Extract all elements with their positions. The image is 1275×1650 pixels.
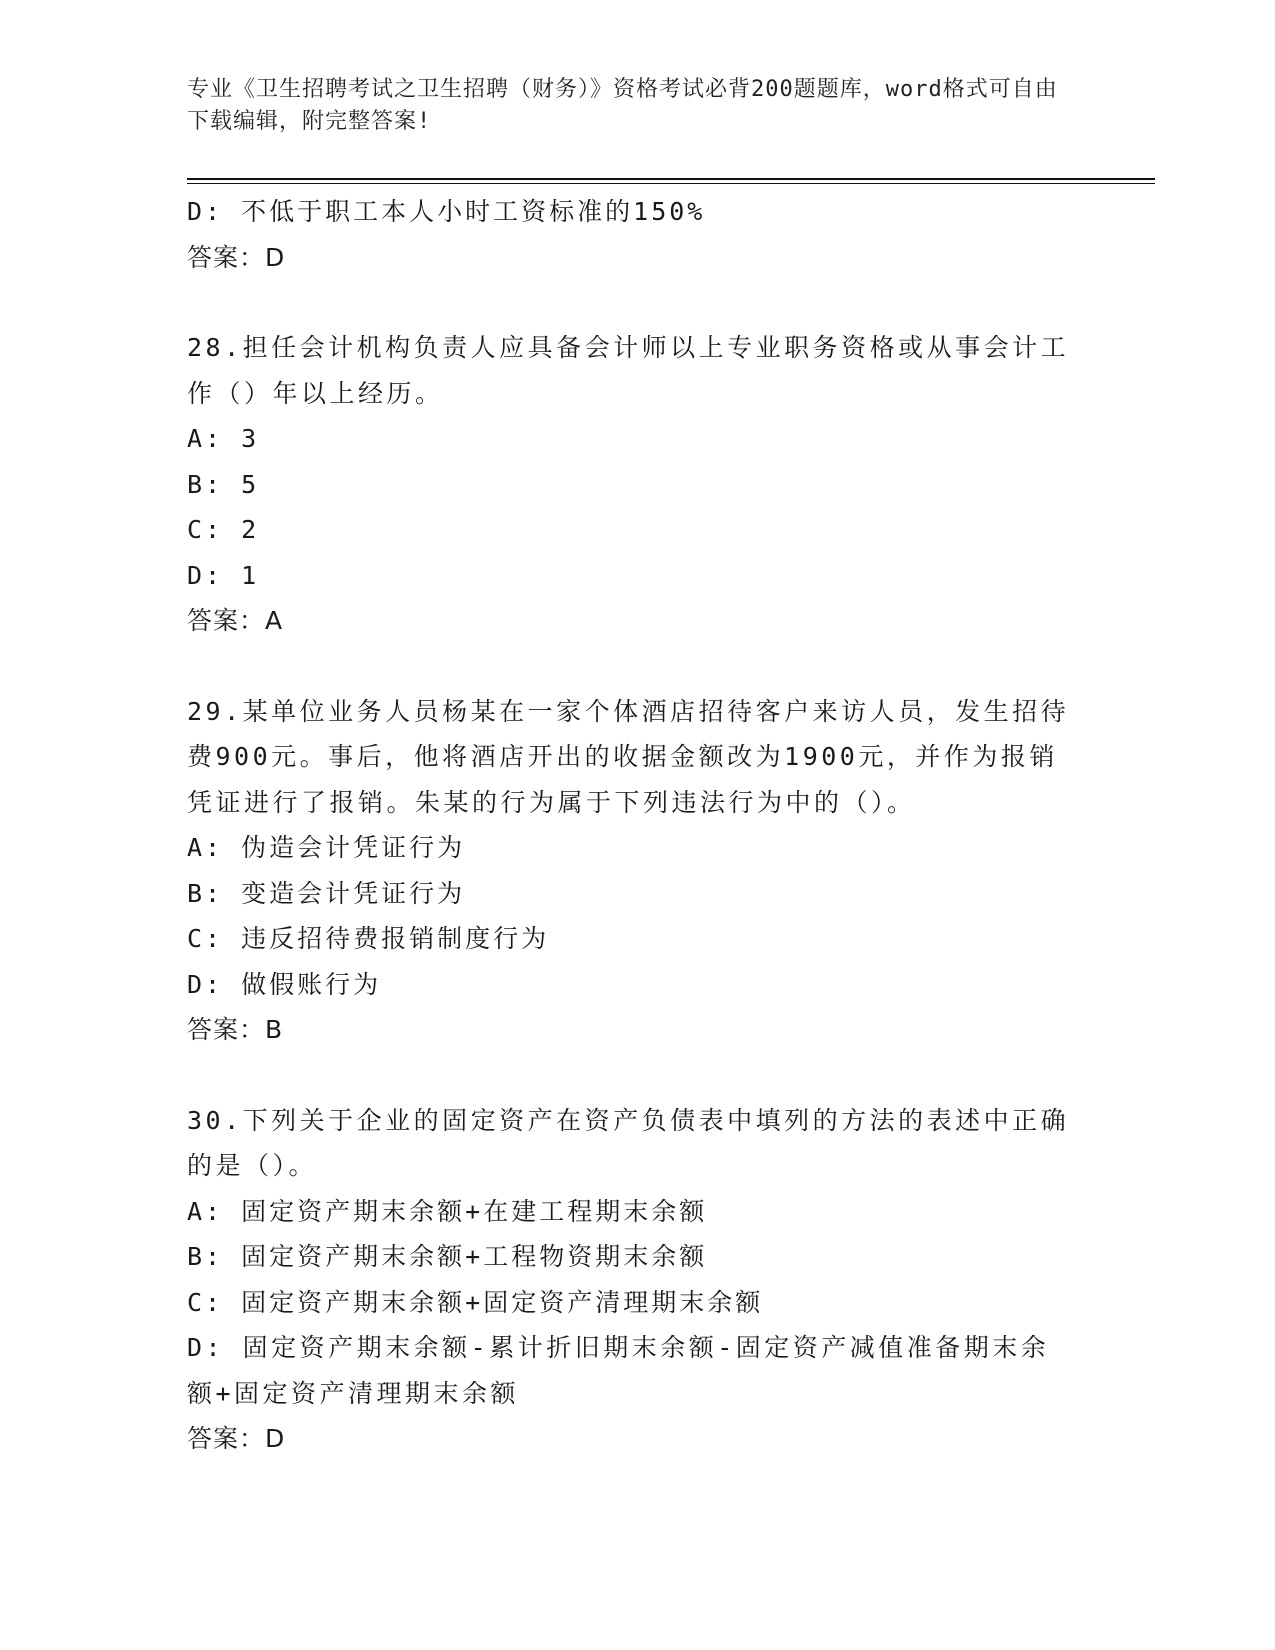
question-text: 28.担任会计机构负责人应具备会计师以上专业职务资格或从事会计工作（）年以上经历。 [187, 333, 1070, 408]
document-content [187, 189, 1077, 1462]
option-b: B: 固定资产期末余额+工程物资期末余额 [187, 1242, 708, 1271]
page-header: 专业《卫生招聘考试之卫生招聘（财务）》资格考试必背200题题库，word格式可自由下载编辑，附完整答案! [187, 77, 1058, 134]
option-a: A: 3 [187, 424, 260, 453]
option-a: A: 伪造会计凭证行为 [187, 833, 466, 862]
option-a: A: 固定资产期末余额+在建工程期末余额 [187, 1196, 708, 1226]
question-28 [187, 325, 1077, 644]
option-c: C: 2 [187, 515, 260, 544]
option-c: C: 固定资产期末余额+固定资产清理期末余额 [187, 1287, 764, 1317]
header-rule-thick [187, 178, 1155, 180]
spacer [187, 280, 1077, 325]
option-b: B: 5 [187, 469, 260, 499]
option-d: D: 固定资产期末余额-累计折旧期末余额-固定资产减值准备期末余额+固定资产清理期末余额 [187, 1333, 1050, 1408]
question-29 [187, 689, 1077, 1053]
option-b: B: 变造会计凭证行为 [187, 878, 466, 908]
spacer [187, 1053, 1077, 1098]
answer: 答案：A [187, 606, 284, 635]
spacer [187, 644, 1077, 689]
header-rule-thin [187, 183, 1155, 184]
question-30 [187, 1098, 1077, 1462]
option-d: D: 1 [187, 560, 260, 590]
question-text: 30.下列关于企业的固定资产在资产负债表中填列的方法的表述中正确的是（）。 [187, 1105, 1070, 1180]
answer: 答案：D [187, 1424, 286, 1453]
option-c: C: 违反招待费报销制度行为 [187, 924, 550, 953]
answer: 答案：B [187, 1015, 284, 1044]
prev-option-d: D: 不低于职工本人小时工资标准的150% [187, 197, 706, 226]
option-d: D: 做假账行为 [187, 969, 382, 999]
question-text: 29.某单位业务人员杨某在一家个体酒店招待客户来访人员，发生招待费900元。事后，他将酒店开出的收据金额改为1900元，并作为报销凭证进行了报销。朱某的行为属于下列违法行为中的（）。 [187, 696, 1070, 817]
prev-answer: 答案：D [187, 242, 286, 272]
